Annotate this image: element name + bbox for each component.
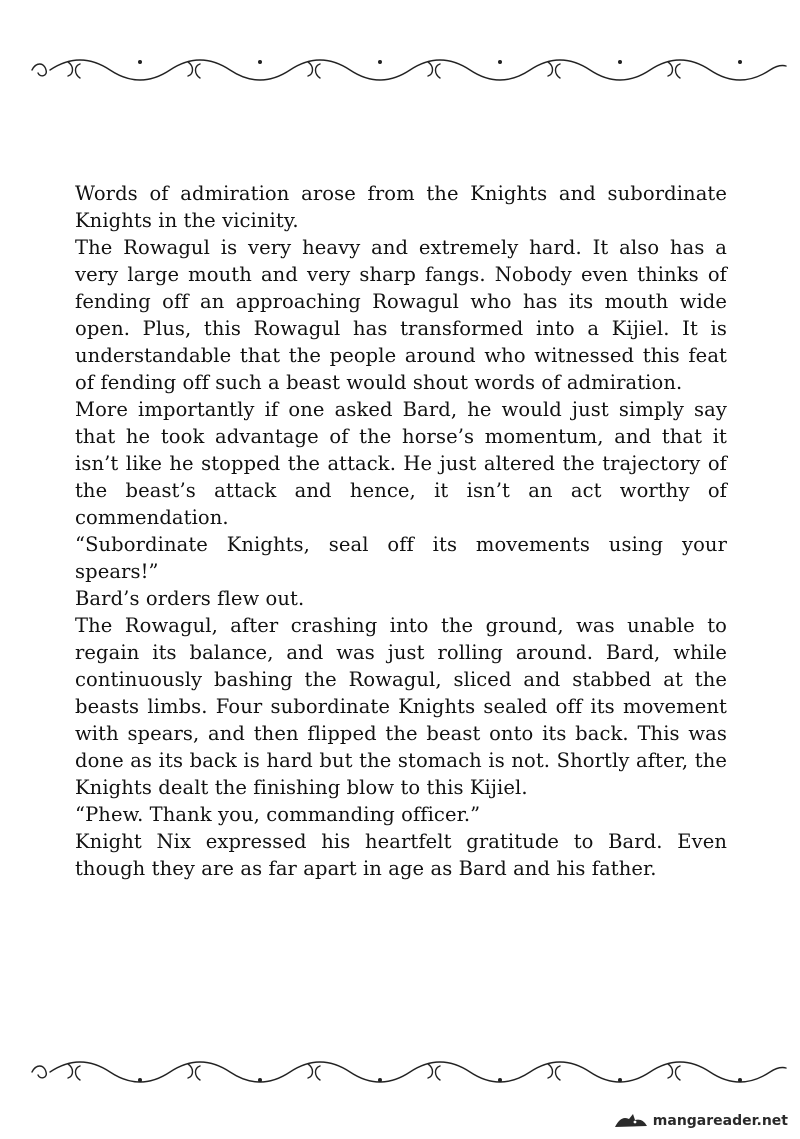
story-text bbox=[75, 180, 727, 882]
paragraph: The Rowagul is very heavy and extremely hard. It also has a very large mouth and very sharp fangs. Nobody even thinks of fending off an approaching Rowagul who has its mouth wide open. Plus, this Rowagul has transformed into a Kijiel. It is understandable that the people around who witnessed this feat of fending off such a beast would shout words of admiration. bbox=[75, 236, 727, 394]
paragraph: Knight Nix expressed his heartfelt gratitude to Bard. Even though they are as far apart in age as Bard and his father. bbox=[75, 830, 727, 880]
top-ornament-border bbox=[28, 52, 788, 88]
paragraph: More importantly if one asked Bard, he would just simply say that he took advantage of the horse’s momentum, and that it isn’t like he stopped the attack. He just altered the trajectory of the beast’s attack and hence, it isn’t an act worthy of commendation. bbox=[75, 398, 727, 529]
paragraph: “Subordinate Knights, seal off its movements using your spears!” bbox=[75, 533, 727, 583]
paragraph: “Phew. Thank you, commanding officer.” bbox=[75, 803, 481, 826]
paragraph: Words of admiration arose from the Knights and subordinate Knights in the vicinity. bbox=[75, 182, 727, 232]
flourish-border-icon bbox=[28, 1054, 788, 1090]
paragraph: The Rowagul, after crashing into the ground, was unable to regain its balance, and was just rolling around. Bard, while continuously bashing the Rowagul, sliced and stabbed at the beasts limbs. Four subordinate Knights sealed off its movement with spears, and then flipped the beast onto its back. This was done as its back is hard but the stomach is not. Shortly after, the Knights dealt the finishing blow to this Kijiel. bbox=[75, 614, 727, 799]
watermark bbox=[613, 1110, 788, 1132]
bottom-ornament-border bbox=[28, 1054, 788, 1090]
watermark-text: mangareader.net bbox=[652, 1113, 788, 1129]
cat-logo-icon bbox=[613, 1111, 649, 1131]
flourish-border-icon bbox=[28, 52, 788, 88]
paragraph: Bard’s orders flew out. bbox=[75, 587, 305, 610]
